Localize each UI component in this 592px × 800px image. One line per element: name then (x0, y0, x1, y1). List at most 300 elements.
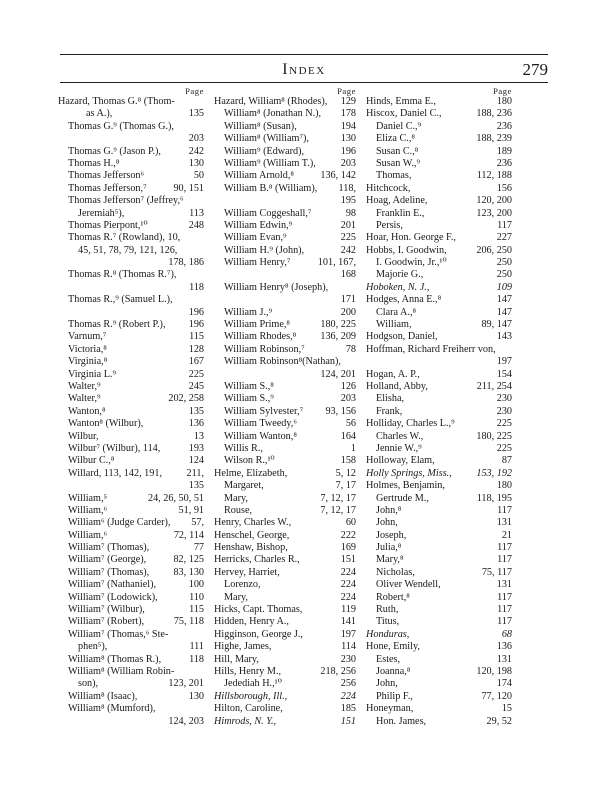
index-entry (58, 282, 204, 294)
entry-name: Philip F., (376, 690, 413, 702)
index-entry (214, 716, 356, 728)
index-entry (214, 220, 356, 232)
index-entry (214, 629, 356, 641)
index-entry (214, 96, 356, 108)
index-entry (366, 282, 512, 294)
index-entry (366, 393, 512, 405)
entry-name: Varnum,⁷ (68, 331, 107, 343)
entry-pages: 131 (496, 579, 512, 591)
entry-pages: 93, 156 (325, 405, 356, 417)
entry-name: Highe, James, (214, 641, 272, 653)
entry-name: William⁷ (Lodowick), (68, 591, 158, 603)
entry-pages: 218, 256 (320, 665, 356, 677)
entry-pages: 56 (345, 418, 356, 430)
entry-name: William⁸ (Mumford), (68, 703, 156, 715)
index-entry (58, 170, 204, 182)
entry-pages: 193 (188, 442, 204, 454)
entry-name: son), (78, 678, 99, 690)
entry-name: William⁸ (Thomas R.), (68, 653, 162, 665)
entry-name: Holliday, Charles L.,⁹ (366, 418, 455, 430)
entry-pages: 151 (340, 715, 356, 727)
index-entry (366, 170, 512, 182)
entry-pages: 57, (191, 517, 204, 529)
entry-name: William Coggeshall,⁷ (224, 207, 312, 219)
index-entry (214, 443, 356, 455)
entry-pages (201, 245, 204, 257)
index-entry (366, 480, 512, 492)
index-entry (58, 369, 204, 381)
entry-pages: 227 (496, 232, 512, 244)
entry-name: William⁹ (Edward), (224, 145, 305, 157)
entry-pages: 197 (340, 628, 356, 640)
entry-name: Hoboken, N. J., (366, 281, 430, 293)
entry-pages: 169 (340, 542, 356, 554)
index-entry (214, 282, 356, 294)
entry-pages: 147 (496, 294, 512, 306)
index-entry (366, 567, 512, 579)
index-entry (214, 307, 356, 319)
index-entry (214, 356, 356, 368)
index-entry (366, 629, 512, 641)
entry-name: Mary, (224, 492, 248, 504)
index-entry (58, 431, 204, 443)
index-entry (58, 505, 204, 517)
entry-name: Persis, (376, 219, 403, 231)
entry-name: Virginia,⁸ (68, 356, 108, 368)
entry-pages: 90, 151 (173, 182, 204, 194)
entry-pages: 110 (189, 591, 204, 603)
entry-pages (353, 282, 356, 294)
index-entry (366, 517, 512, 529)
index-entry (214, 146, 356, 158)
entry-pages: 242 (188, 145, 204, 157)
entry-pages: 109 (496, 281, 512, 293)
entry-name: Thomas G.⁹ (Jason P.), (68, 145, 161, 157)
index-column-1 (58, 86, 204, 728)
index-entry (214, 480, 356, 492)
index-entry (214, 208, 356, 220)
entry-name: Hill, Mary, (214, 653, 259, 665)
entry-pages: 230 (340, 653, 356, 665)
entry-pages: 206, 250 (476, 244, 512, 256)
entry-name: Eliza C.,⁸ (376, 133, 415, 145)
entry-name: Wanton⁸ (Wilbur), (68, 418, 144, 430)
entry-pages: 248 (188, 219, 204, 231)
entry-pages: 115 (189, 331, 204, 343)
index-entry (214, 232, 356, 244)
entry-name: William⁷ (Thomas), (68, 566, 150, 578)
entry-pages: 135 (188, 108, 204, 120)
entry-name: William S.,⁸ (224, 380, 274, 392)
index-entry (366, 604, 512, 616)
entry-name: Hazard, William⁸ (Rhodes), (214, 96, 328, 107)
entry-name: Thomas Jefferson⁷ (Jeffrey,⁶ (68, 195, 184, 207)
entry-name: Willis R., (224, 442, 263, 454)
entry-pages: 123, 200 (476, 207, 512, 219)
entry-pages: 153, 192 (476, 467, 512, 479)
index-entry (366, 245, 512, 257)
entry-name: Hills, Henry M., (214, 665, 282, 677)
index-entry (366, 331, 512, 343)
entry-pages: 111 (189, 641, 204, 653)
entry-pages: 194 (340, 120, 356, 132)
entry-name: Henry, Charles W., (214, 517, 292, 529)
index-entry (214, 678, 356, 690)
entry-name: Hilton, Caroline, (214, 703, 283, 715)
entry-pages: 211, (186, 467, 204, 479)
entry-pages: 124, 203 (168, 715, 204, 727)
index-entry (58, 455, 204, 467)
entry-name: Hiscox, Daniel C., (366, 108, 442, 120)
index-entry (366, 443, 512, 455)
entry-name: Wilbur C.,⁸ (68, 455, 115, 467)
entry-pages: 82, 125 (173, 554, 204, 566)
entry-pages: 195 (340, 195, 356, 207)
index-entry (214, 344, 356, 356)
index-entry (366, 356, 512, 368)
entry-name: Estes, (376, 653, 401, 665)
index-entry (366, 554, 512, 566)
page-column-heading: Page (185, 86, 204, 96)
index-entry (214, 121, 356, 133)
index-entry (214, 592, 356, 604)
index-entry (366, 703, 512, 715)
index-entry (58, 269, 204, 281)
entry-name: Hinds, Emma E., (366, 96, 436, 107)
entry-name: William B.⁸ (William), (224, 182, 318, 194)
entry-pages: 98 (345, 207, 356, 219)
index-entry (366, 455, 512, 467)
page-number: 279 (522, 60, 548, 79)
entry-name: Hon. James, (376, 715, 427, 727)
index-entry (214, 133, 356, 145)
index-entry (366, 530, 512, 542)
index-entry (366, 493, 512, 505)
entry-name: Nicholas, (376, 566, 415, 578)
entry-pages: 101, 167, (317, 257, 356, 269)
index-entry (214, 257, 356, 269)
entry-pages: 68 (501, 628, 512, 640)
entry-pages: 117 (497, 554, 512, 566)
entry-name: Holland, Abby, (366, 380, 428, 392)
index-entry (366, 344, 512, 356)
entry-pages: 51, 91 (178, 504, 204, 516)
index-entry (214, 604, 356, 616)
index-entry (366, 269, 512, 281)
entry-pages: 250 (496, 269, 512, 281)
index-entry (214, 691, 356, 703)
entry-pages: 203 (340, 393, 356, 405)
entry-pages: 5, 12 (335, 467, 356, 479)
entry-pages: 224 (340, 566, 356, 578)
entry-name: Wanton,⁸ (68, 405, 106, 417)
entry-name: Hogan, A. P., (366, 368, 420, 380)
entry-name: William⁷ (Thomas,⁶ Ste- (68, 628, 169, 640)
entry-pages: 230 (496, 393, 512, 405)
entry-name: Mary,⁸ (376, 554, 404, 566)
entry-pages (201, 121, 204, 133)
entry-pages (201, 629, 204, 641)
entry-list (366, 96, 512, 728)
index-entry (58, 406, 204, 418)
entry-pages: 78 (345, 343, 356, 355)
index-entry (58, 666, 204, 678)
entry-pages: 225 (340, 232, 356, 244)
entry-name: Rouse, (224, 504, 253, 516)
index-entry (366, 158, 512, 170)
entry-pages: 131 (496, 517, 512, 529)
entry-pages: 136, 142 (320, 170, 356, 182)
entry-name: John, (376, 517, 398, 529)
index-entry (366, 418, 512, 430)
entry-name: Jeremiah⁵), (78, 207, 125, 219)
entry-pages: 135 (188, 405, 204, 417)
index-entry (366, 108, 512, 120)
entry-name: Elisha, (376, 393, 405, 405)
index-entry (58, 716, 204, 728)
index-entry (58, 356, 204, 368)
index-entry (366, 505, 512, 517)
entry-pages: 114 (341, 641, 356, 653)
index-entry (214, 666, 356, 678)
entry-name: William⁷ (George), (68, 554, 147, 566)
entry-name: William⁷ (Robert), (68, 616, 145, 628)
entry-pages: 135 (188, 480, 204, 492)
entry-name: Joseph, (376, 529, 407, 541)
index-entry (366, 431, 512, 443)
entry-pages: 178, 186 (168, 257, 204, 269)
entry-pages: 180, 225 (476, 430, 512, 442)
entry-pages: 128 (188, 343, 204, 355)
entry-pages: 117 (497, 616, 512, 628)
index-entry (58, 393, 204, 405)
index-entry (366, 716, 512, 728)
index-entry (58, 319, 204, 331)
entry-name: William Robinson,⁷ (224, 343, 305, 355)
entry-pages (201, 269, 204, 281)
entry-pages (201, 294, 204, 306)
index-entry (366, 542, 512, 554)
entry-name: Thomas Jefferson,⁷ (68, 182, 147, 194)
index-entry (366, 195, 512, 207)
entry-name: William⁸ (Isaac), (68, 690, 138, 702)
entry-name: Holly Springs, Miss., (366, 467, 452, 479)
entry-name: William,⁶ (68, 504, 108, 516)
index-entry (214, 108, 356, 120)
entry-pages: 222 (340, 529, 356, 541)
entry-name: William Rhodes,⁸ (224, 331, 297, 343)
entry-pages: 211, 254 (476, 380, 512, 392)
entry-name: Victoria,⁸ (68, 343, 107, 355)
entry-name: phen⁵), (78, 641, 108, 653)
entry-pages: 124, 201 (320, 368, 356, 380)
entry-pages: 196 (340, 145, 356, 157)
entry-pages: 180 (496, 480, 512, 492)
entry-pages: 15 (501, 703, 512, 715)
entry-pages: 250 (496, 257, 512, 269)
entry-name: Hazard, Thomas G.⁸ (Thom- (58, 96, 175, 107)
entry-name: William S.,⁹ (224, 393, 274, 405)
entry-name: William Arnold,⁸ (224, 170, 294, 182)
entry-pages: 117 (497, 604, 512, 616)
index-entry (58, 678, 204, 690)
entry-pages: 174 (496, 678, 512, 690)
entry-name: Hobbs, I. Goodwin, (366, 244, 447, 256)
index-entry (214, 369, 356, 381)
entry-pages: 180, 225 (320, 319, 356, 331)
entry-name: Joanna,⁸ (376, 665, 411, 677)
entry-name: Hoag, Adeline, (366, 195, 428, 207)
index-entry (58, 232, 204, 244)
index-entry (58, 542, 204, 554)
index-column-2 (214, 86, 356, 728)
index-entry (214, 703, 356, 715)
entry-name: Hillsborough, Ill., (214, 690, 288, 702)
entry-name: Hoar, Hon. George F., (366, 232, 456, 244)
entry-pages (353, 356, 356, 368)
entry-name: Herricks, Charles R., (214, 554, 300, 566)
index-entry (58, 443, 204, 455)
entry-pages: 245 (188, 380, 204, 392)
entry-name: William⁷ (Thomas), (68, 542, 150, 554)
index-entry (214, 505, 356, 517)
entry-pages: 24, 26, 50, 51 (147, 492, 204, 504)
entry-pages: 13 (193, 430, 204, 442)
index-entry (214, 418, 356, 430)
index-entry (366, 381, 512, 393)
entry-pages: 126 (340, 380, 356, 392)
entry-name: Hicks, Capt. Thomas, (214, 604, 303, 616)
index-entry (366, 468, 512, 480)
entry-name: Wilbur⁷ (Wilbur), 114, (68, 442, 161, 454)
entry-pages: 120, 198 (476, 665, 512, 677)
entry-name: Thomas R.⁸ (Thomas R.⁷), (68, 269, 177, 281)
index-entry (58, 691, 204, 703)
index-entry (366, 121, 512, 133)
entry-name: Margaret, (224, 480, 264, 492)
entry-pages: 29, 52 (486, 715, 512, 727)
entry-pages (201, 96, 204, 108)
entry-name: 45, 51, 78, 79, 121, 126, (78, 244, 178, 256)
page-header (60, 58, 548, 82)
entry-name: Thomas R.⁹ (Robert P.), (68, 319, 166, 331)
index-entry (214, 468, 356, 480)
entry-pages: 225 (188, 368, 204, 380)
entry-pages: 180 (496, 96, 512, 107)
entry-name: Thomas Jefferson⁶ (68, 170, 145, 182)
index-column-3 (366, 86, 512, 728)
entry-name: William⁹ (William T.), (224, 157, 316, 169)
entry-pages: 119 (341, 604, 356, 616)
entry-pages: 189 (496, 145, 512, 157)
entry-name: Thomas G.⁹ (Thomas G.), (68, 120, 174, 132)
entry-pages: 143 (496, 331, 512, 343)
entry-pages: 224 (340, 690, 356, 702)
index-entry (58, 418, 204, 430)
entry-pages: 168 (340, 269, 356, 281)
entry-name: Holmes, Benjamin, (366, 480, 445, 492)
entry-pages: 131 (496, 653, 512, 665)
entry-pages (201, 666, 204, 678)
index-entry (214, 294, 356, 306)
entry-name: Titus, (376, 616, 400, 628)
entry-pages: 141 (340, 616, 356, 628)
entry-pages: 130 (188, 690, 204, 702)
entry-name: Majorie G., (376, 269, 424, 281)
index-entry (366, 691, 512, 703)
index-entry (214, 567, 356, 579)
index-entry (58, 307, 204, 319)
entry-pages: 113 (189, 207, 204, 219)
entry-name: Hervey, Harriet, (214, 566, 280, 578)
entry-name: William⁸ (Susan), (224, 120, 297, 132)
index-entry (366, 616, 512, 628)
page-column-heading: Page (337, 86, 356, 96)
index-entry (58, 146, 204, 158)
entry-pages: 83, 130 (173, 566, 204, 578)
entry-pages: 136, 209 (320, 331, 356, 343)
entry-name: Gertrude M., (376, 492, 429, 504)
entry-pages: 87 (501, 455, 512, 467)
entry-pages: 203 (188, 133, 204, 145)
entry-pages: 117 (497, 591, 512, 603)
entry-pages: 75, 117 (481, 566, 512, 578)
index-entry (366, 96, 512, 108)
index-entry (366, 654, 512, 666)
entry-pages: 60 (345, 517, 356, 529)
index-entry (58, 121, 204, 133)
entry-name: William Edwin,⁹ (224, 219, 293, 231)
page-title: Index (282, 61, 326, 78)
entry-name: William⁸ (William Robin- (68, 665, 175, 677)
entry-pages: 118 (189, 281, 204, 293)
entry-pages: 89, 147 (481, 319, 512, 331)
index-entry (214, 319, 356, 331)
entry-name: William J.,⁹ (224, 306, 273, 318)
entry-name: Thomas R.,⁹ (Samuel L.), (68, 294, 173, 306)
index-entry (58, 257, 204, 269)
entry-name: Lorenzo, (224, 579, 261, 591)
entry-name: John,⁸ (376, 504, 402, 516)
entry-pages: 164 (340, 430, 356, 442)
entry-name: William Henry⁸ (Joseph), (224, 281, 329, 293)
entry-pages: 185 (340, 703, 356, 715)
entry-name: John, (376, 678, 398, 690)
entry-pages: 72, 114 (173, 529, 204, 541)
entry-name: Himrods, N. Y., (214, 715, 277, 727)
entry-name: William, (376, 319, 412, 331)
entry-pages: 136 (188, 418, 204, 430)
index-entry (58, 493, 204, 505)
entry-name: William Prime,⁸ (224, 319, 290, 331)
entry-name: Frank, (376, 405, 403, 417)
entry-name: Hone, Emily, (366, 641, 420, 653)
index-entry (214, 641, 356, 653)
index-entry (214, 183, 356, 195)
index-entry (214, 542, 356, 554)
entry-name: William⁶ (Judge Carder), (68, 517, 171, 529)
entry-pages: 236 (496, 120, 512, 132)
index-entry (214, 381, 356, 393)
entry-pages: 201 (340, 219, 356, 231)
entry-pages: 117 (497, 219, 512, 231)
index-entry (58, 331, 204, 343)
entry-name: Daniel C.,⁹ (376, 120, 422, 132)
entry-pages: 7, 12, 17 (320, 492, 356, 504)
entry-name: Clara A.,⁸ (376, 306, 417, 318)
index-entry (366, 183, 512, 195)
entry-pages: 117 (497, 504, 512, 516)
